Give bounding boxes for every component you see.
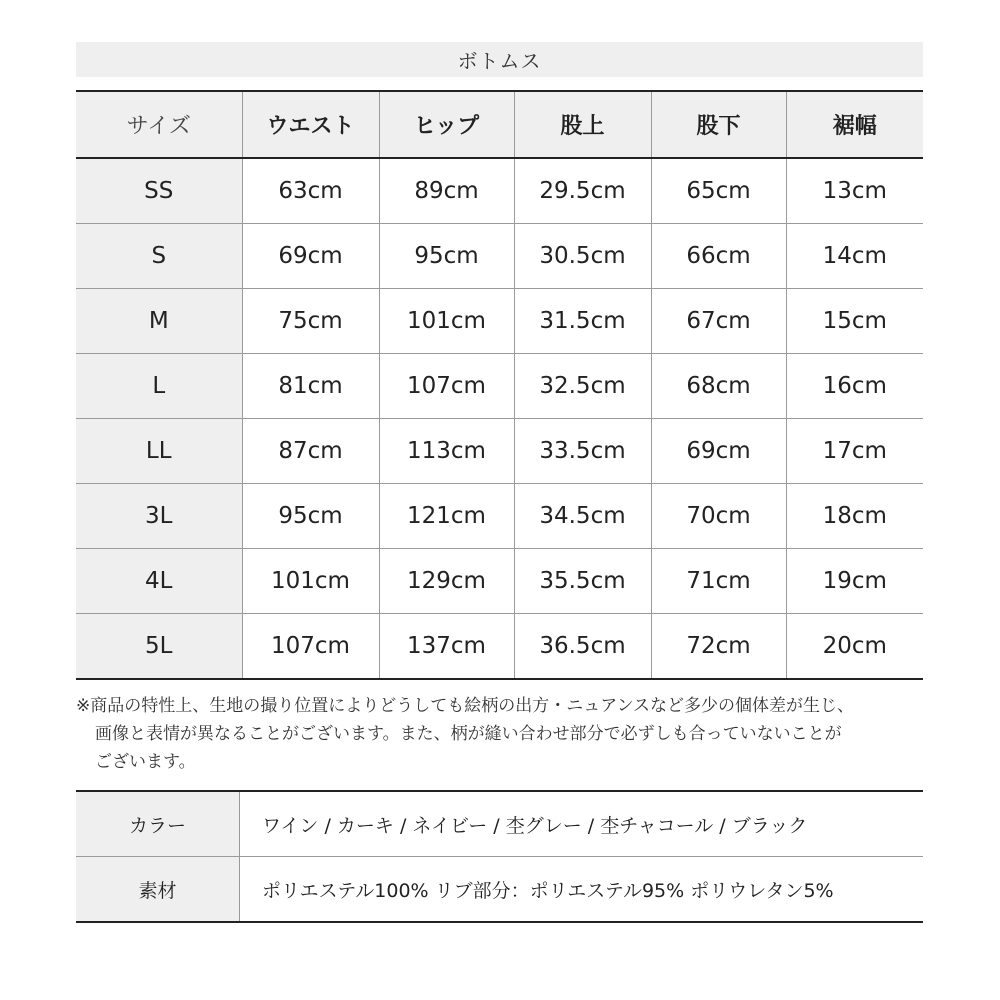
cell-size: 3L <box>76 484 242 549</box>
table-row <box>76 224 923 289</box>
header-waist: ウエスト <box>242 91 379 158</box>
disclaimer-note <box>76 692 936 776</box>
table-row <box>76 549 923 614</box>
cell-size: LL <box>76 419 242 484</box>
cell-inseam: 70cm <box>651 484 786 549</box>
cell-size: M <box>76 289 242 354</box>
cell-size: 5L <box>76 614 242 680</box>
table-row <box>76 158 923 224</box>
material-row <box>76 857 923 923</box>
cell-hem-width: 16cm <box>786 354 923 419</box>
table-row <box>76 354 923 419</box>
color-row <box>76 791 923 857</box>
cell-rise: 32.5cm <box>514 354 651 419</box>
cell-hip: 129cm <box>379 549 514 614</box>
table-header-row <box>76 91 923 158</box>
cell-rise: 35.5cm <box>514 549 651 614</box>
color-value: ワイン / カーキ / ネイビー / 杢グレー / 杢チャコール / ブラック <box>240 791 924 857</box>
cell-size: SS <box>76 158 242 224</box>
cell-hip: 101cm <box>379 289 514 354</box>
color-label: カラー <box>76 791 240 857</box>
cell-rise: 30.5cm <box>514 224 651 289</box>
cell-inseam: 68cm <box>651 354 786 419</box>
note-line: 画像と表情が異なることがございます。また、柄が縫い合わせ部分で必ずしも合っていないことが <box>95 724 842 744</box>
cell-waist: 75cm <box>242 289 379 354</box>
note-line: ※商品の特性上、生地の撮り位置によりどうしても絵柄の出方・ニュアンスなど多少の個体差が生じ、 <box>76 696 855 716</box>
cell-inseam: 72cm <box>651 614 786 680</box>
product-info-table <box>76 790 923 923</box>
table-row <box>76 614 923 680</box>
cell-waist: 69cm <box>242 224 379 289</box>
cell-hip: 95cm <box>379 224 514 289</box>
note-line: ございます。 <box>95 752 196 772</box>
cell-rise: 29.5cm <box>514 158 651 224</box>
section-title: ボトムス <box>76 42 923 77</box>
cell-rise: 33.5cm <box>514 419 651 484</box>
cell-hem-width: 15cm <box>786 289 923 354</box>
table-row <box>76 289 923 354</box>
header-rise: 股上 <box>514 91 651 158</box>
cell-hem-width: 18cm <box>786 484 923 549</box>
header-hip: ヒップ <box>379 91 514 158</box>
cell-rise: 36.5cm <box>514 614 651 680</box>
size-chart-table <box>76 90 923 680</box>
cell-rise: 34.5cm <box>514 484 651 549</box>
cell-hem-width: 19cm <box>786 549 923 614</box>
cell-waist: 87cm <box>242 419 379 484</box>
cell-waist: 81cm <box>242 354 379 419</box>
header-hem-width: 裾幅 <box>786 91 923 158</box>
cell-inseam: 66cm <box>651 224 786 289</box>
cell-size: 4L <box>76 549 242 614</box>
cell-inseam: 65cm <box>651 158 786 224</box>
cell-waist: 101cm <box>242 549 379 614</box>
cell-hem-width: 20cm <box>786 614 923 680</box>
cell-hip: 137cm <box>379 614 514 680</box>
cell-inseam: 69cm <box>651 419 786 484</box>
cell-hip: 107cm <box>379 354 514 419</box>
table-row <box>76 484 923 549</box>
cell-waist: 63cm <box>242 158 379 224</box>
cell-size: S <box>76 224 242 289</box>
cell-inseam: 71cm <box>651 549 786 614</box>
cell-hip: 121cm <box>379 484 514 549</box>
cell-inseam: 67cm <box>651 289 786 354</box>
table-row <box>76 419 923 484</box>
header-size: サイズ <box>76 91 242 158</box>
cell-hem-width: 17cm <box>786 419 923 484</box>
material-label: 素材 <box>76 857 240 923</box>
cell-rise: 31.5cm <box>514 289 651 354</box>
cell-hem-width: 13cm <box>786 158 923 224</box>
cell-waist: 107cm <box>242 614 379 680</box>
cell-waist: 95cm <box>242 484 379 549</box>
cell-hip: 89cm <box>379 158 514 224</box>
cell-hem-width: 14cm <box>786 224 923 289</box>
material-value: ポリエステル100% リブ部分：ポリエステル95% ポリウレタン5% <box>240 857 924 923</box>
header-inseam: 股下 <box>651 91 786 158</box>
cell-size: L <box>76 354 242 419</box>
cell-hip: 113cm <box>379 419 514 484</box>
